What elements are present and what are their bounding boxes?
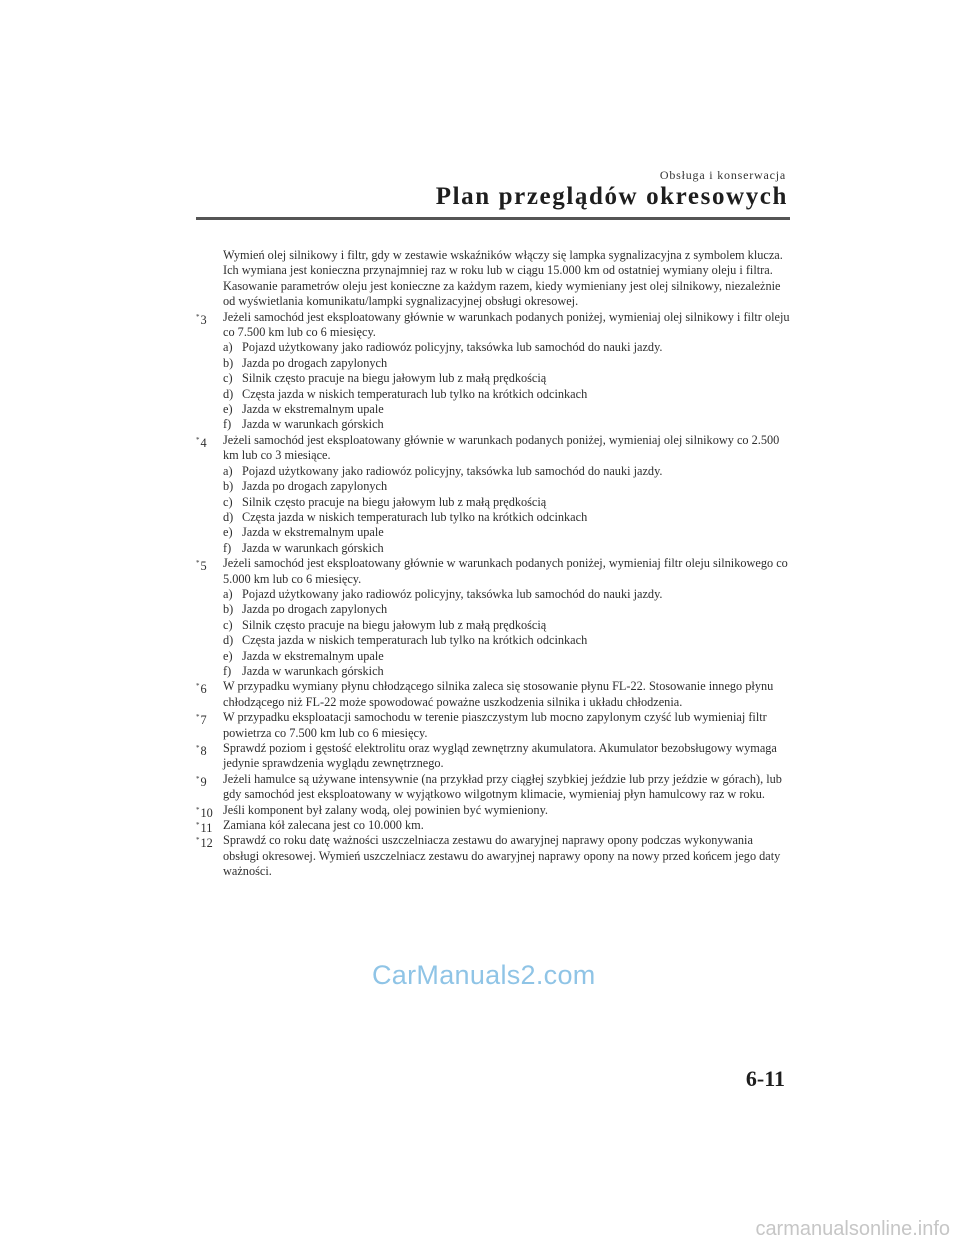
- footnote-number: 6: [200, 682, 207, 697]
- footer-watermark: carmanualsonline.info: [755, 1218, 950, 1240]
- footnote-number: 5: [200, 559, 207, 574]
- condition-list-item: [196, 664, 790, 679]
- condition-list-item: [196, 371, 790, 386]
- footnote-text: Sprawdź co roku datę ważności uszczelniacza zestawu do awaryjnej naprawy opony podczas wykonywania obsługi okresowej. Wymień uszczelniacz zestawu do awaryjnej naprawy opony na nowy przed końcem jego daty ważności.: [223, 833, 781, 879]
- footnote-8: [196, 741, 790, 772]
- footnote-marker: *3: [196, 312, 207, 327]
- footnote-text: W przypadku eksploatacji samochodu w terenie piaszczystym lub mocno zapylonym czyść lub wymieniaj filtr powietrza co 7.500 km lub co 6 miesięcy.: [223, 710, 767, 740]
- condition-letter: b): [223, 602, 234, 617]
- footnote-marker: *7: [196, 713, 207, 728]
- condition-letter: f): [223, 540, 232, 555]
- condition-list-item: [196, 633, 790, 648]
- condition-letter: c): [223, 494, 233, 509]
- footnote-number: 11: [200, 821, 213, 836]
- footnote-number: 10: [200, 805, 213, 820]
- condition-list-item: [196, 541, 790, 556]
- condition-letter: a): [223, 340, 233, 355]
- condition-letter: b): [223, 355, 234, 370]
- page-title: Plan przeglądów okresowych: [435, 183, 788, 210]
- condition-letter: f): [223, 663, 232, 678]
- footnote-text: Jeżeli samochód jest eksploatowany głównie w warunkach podanych poniżej, wymieniaj olej silnikowy co 2.500 km lub co 3 miesiące.: [223, 432, 780, 463]
- footnote-text: Jeśli komponent był zalany wodą, olej powinien być wymieniony.: [223, 802, 549, 817]
- intro-paragraph-2: Kasowanie parametrów oleju jest konieczne za każdym razem, kiedy wymieniany jest olej silnikowy, niezależnie od wyświetlania komunikatu/lampki sygnalizacyjnej obsługi okresowej.: [223, 278, 781, 309]
- condition-text: Jazda po drogach zapylonych: [242, 479, 388, 494]
- footnote-number: 4: [200, 435, 207, 450]
- condition-letter: a): [223, 463, 233, 478]
- footnote-number: 9: [200, 774, 207, 789]
- condition-letter: d): [223, 509, 234, 524]
- condition-list-item: [196, 464, 790, 479]
- footnote-text: W przypadku wymiany płynu chłodzącego silnika zaleca się stosowanie płynu FL-22. Stosowanie innego płynu chłodzącego niż FL-22 może spowodować poważne uszkodzenia silnika i układu chłodzenia.: [223, 679, 774, 709]
- footnote-5: [196, 556, 790, 587]
- footnote-10: [196, 803, 790, 818]
- footnote-9: [196, 772, 790, 803]
- watermark-logo: CarManuals2.com: [372, 960, 596, 990]
- footnote-text: Jeżeli hamulce są używane intensywnie (na przykład przy ciągłej szybkiej jeździe lub przy jeździe w górach), lub gdy samochód jest eksploatowany w wyjątkowo wilgotnym klimacie, wymieniaj płyn hamulcowy raz w roku.: [223, 771, 782, 802]
- condition-letter: a): [223, 586, 233, 601]
- footnote-text: Sprawdź poziom i gęstość elektrolitu oraz wygląd zewnętrzny akumulatora. Akumulator bezobsługowy wymaga jedynie sprawdzenia wyglądu zewnętrznego.: [223, 741, 777, 771]
- condition-list-item: [196, 402, 790, 417]
- footnote-number: 8: [200, 744, 207, 758]
- condition-letter: d): [223, 633, 234, 648]
- condition-letter: e): [223, 648, 233, 663]
- condition-text: Pojazd użytkowany jako radiowóz policyjny, taksówka lub samochód do nauki jazdy.: [242, 586, 663, 601]
- notes-content: [196, 248, 790, 880]
- footnote-marker: *11: [196, 821, 213, 836]
- condition-text: Silnik często pracuje na biegu jałowym lub z małą prędkością: [242, 371, 547, 386]
- condition-text: Jazda po drogach zapylonych: [242, 602, 388, 617]
- footnote-marker: *8: [196, 744, 207, 758]
- condition-text: Silnik często pracuje na biegu jałowym lub z małą prędkością: [242, 494, 547, 509]
- footnote-text: Jeżeli samochód jest eksploatowany głównie w warunkach podanych poniżej, wymieniaj filtr oleju silnikowego co 5.000 km lub co 6 miesięcy.: [223, 556, 788, 586]
- condition-text: Częsta jazda w niskich temperaturach lub tylko na krótkich odcinkach: [242, 633, 588, 648]
- header-divider: [196, 217, 790, 220]
- condition-list-item: [196, 618, 790, 633]
- footnote-marker: *9: [196, 774, 207, 789]
- footnote-marker: *12: [196, 836, 213, 851]
- condition-letter: e): [223, 402, 233, 417]
- condition-text: Jazda w warunkach górskich: [242, 540, 384, 555]
- intro-paragraph-1: Wymień olej silnikowy i filtr, gdy w zestawie wskaźników włączy się lampka sygnalizacyjna z symbolem klucza. Ich wymiana jest konieczna przynajmniej raz w roku lub w ciągu 15.000 km od ostatniej wymiany oleju i filtra.: [223, 248, 783, 278]
- footnote-7: [196, 710, 790, 741]
- footnote-marker: *10: [196, 805, 213, 820]
- footnote-11: [196, 818, 790, 836]
- condition-list-item: [196, 602, 790, 617]
- footnote-12: [196, 833, 790, 879]
- footnote-6: [196, 679, 790, 710]
- condition-text: Silnik często pracuje na biegu jałowym lub z małą prędkością: [242, 617, 547, 632]
- condition-letter: c): [223, 371, 233, 386]
- condition-list-item: [196, 649, 790, 664]
- section-heading: Obsługa i konserwacja: [659, 168, 786, 182]
- condition-list-item: [196, 356, 790, 371]
- condition-list-item: [196, 417, 790, 432]
- condition-letter: f): [223, 417, 232, 432]
- condition-list-item: [196, 479, 790, 494]
- condition-letter: e): [223, 525, 233, 540]
- page-number: 6-11: [745, 1066, 785, 1091]
- condition-text: Jazda w warunkach górskich: [242, 417, 384, 432]
- condition-text: Pojazd użytkowany jako radiowóz policyjny, taksówka lub samochód do nauki jazdy.: [242, 340, 663, 355]
- condition-list-item: [196, 340, 790, 355]
- condition-text: Pojazd użytkowany jako radiowóz policyjny, taksówka lub samochód do nauki jazdy.: [242, 463, 663, 478]
- condition-text: Jazda w warunkach górskich: [242, 663, 384, 678]
- condition-list-item: [196, 495, 790, 510]
- footnote-marker: *5: [196, 559, 207, 574]
- condition-list-item: [196, 387, 790, 402]
- condition-text: Jazda w ekstremalnym upale: [242, 402, 384, 417]
- footnote-marker: *6: [196, 682, 207, 697]
- footnotes-list: [196, 310, 790, 880]
- condition-letter: d): [223, 386, 234, 401]
- condition-list-item: [196, 587, 790, 602]
- footnote-number: 3: [200, 312, 207, 327]
- condition-list-item: [196, 525, 790, 540]
- footnote-3: [196, 310, 790, 341]
- footnote-number: 7: [200, 713, 207, 728]
- condition-list-item: [196, 510, 790, 525]
- condition-text: Jazda po drogach zapylonych: [242, 355, 388, 370]
- condition-text: Częsta jazda w niskich temperaturach lub tylko na krótkich odcinkach: [242, 386, 588, 401]
- condition-text: Jazda w ekstremalnym upale: [242, 525, 384, 540]
- footnote-text: Jeżeli samochód jest eksploatowany głównie w warunkach podanych poniżej, wymieniaj olej silnikowy i filtr oleju co 7.500 km lub co 6 miesięcy.: [223, 309, 790, 340]
- condition-letter: b): [223, 479, 234, 494]
- condition-text: Jazda w ekstremalnym upale: [242, 648, 384, 663]
- footnote-text: Zamiana kół zalecana jest co 10.000 km.: [223, 818, 424, 833]
- footnote-number: 12: [200, 836, 213, 851]
- footnote-4: [196, 433, 790, 464]
- condition-text: Częsta jazda w niskich temperaturach lub tylko na krótkich odcinkach: [242, 509, 588, 524]
- condition-letter: c): [223, 617, 233, 632]
- footnote-marker: *4: [196, 435, 207, 450]
